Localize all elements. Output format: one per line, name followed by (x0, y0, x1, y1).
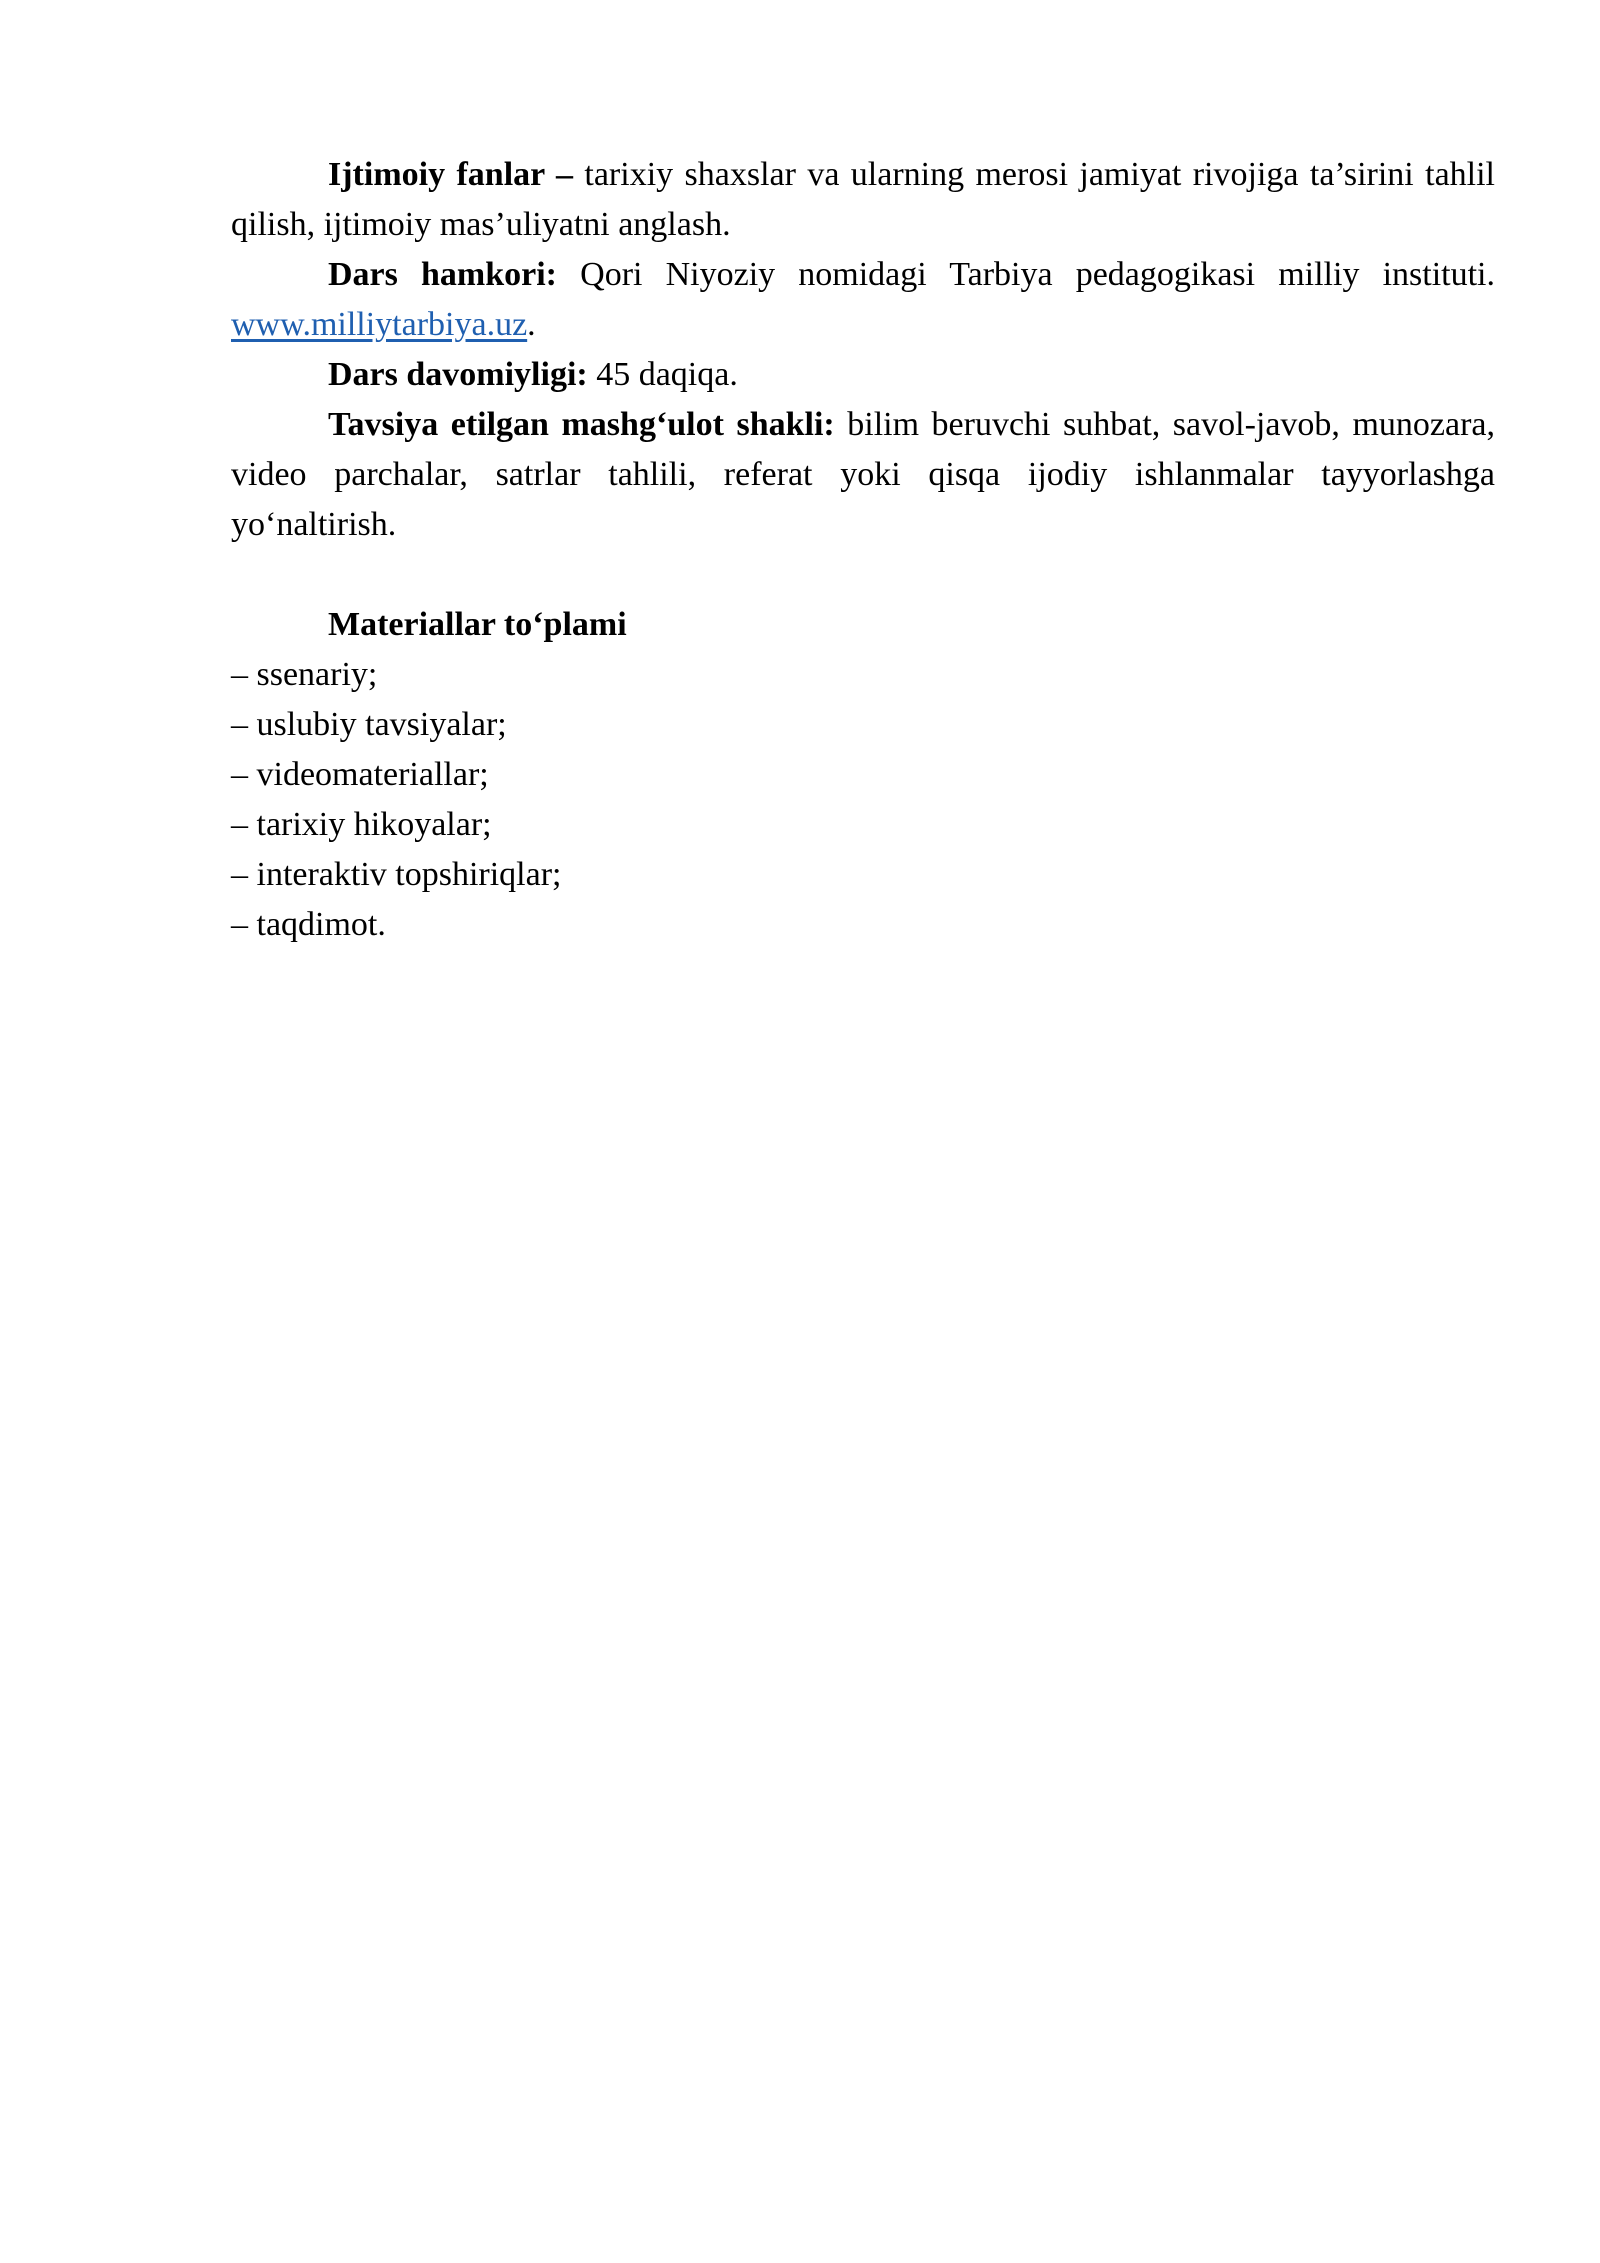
materials-heading: Materiallar to‘plami (328, 606, 627, 643)
paragraph-ijtimoiy-fanlar (231, 150, 1495, 250)
document-page (231, 150, 1495, 950)
ijtimoiy-fanlar-label: Ijtimoiy fanlar – (328, 156, 574, 193)
list-item: – videomateriallar; (231, 756, 489, 793)
list-item: – uslubiy tavsiyalar; (231, 706, 507, 743)
dars-davomiyligi-label: Dars davomiyligi: (328, 356, 588, 393)
paragraph-mashgulot-shakli (231, 400, 1495, 550)
milliytarbiya-link[interactable]: www.milliytarbiya.uz (231, 306, 528, 343)
list-item: – tarixiy hikoyalar; (231, 806, 492, 843)
dars-hamkori-link-period: . (527, 306, 536, 343)
materials-list (231, 650, 1495, 950)
dars-davomiyligi-text: 45 daqiqa. (587, 356, 738, 393)
ijtimoiy-fanlar-text: tarixiy shaxslar va ularning merosi jamiyat rivojiga ta’sirini tahlil qilish, ijtimoiy mas’uliyatni anglash. (231, 156, 1495, 243)
paragraph-dars-hamkori (231, 250, 1495, 350)
paragraph-dars-davomiyligi (231, 350, 1495, 400)
mashgulot-shakli-label: Tavsiya etilgan mashg‘ulot shakli: (328, 406, 835, 443)
list-item: – ssenariy; (231, 656, 378, 693)
paragraph-spacer (231, 550, 1495, 600)
list-item: – taqdimot. (231, 906, 386, 943)
dars-hamkori-label: Dars hamkori: (328, 256, 558, 293)
dars-hamkori-text: Qori Niyoziy nomidagi Tarbiya pedagogikasi milliy instituti. (557, 256, 1495, 293)
mashgulot-shakli-text: bilim beruvchi suhbat, savol-javob, munozara, video parchalar, satrlar tahlili, referat yoki qisqa ijodiy ishlanmalar tayyorlashga yo‘naltirish. (231, 406, 1495, 543)
list-item: – interaktiv topshiriqlar; (231, 856, 562, 893)
